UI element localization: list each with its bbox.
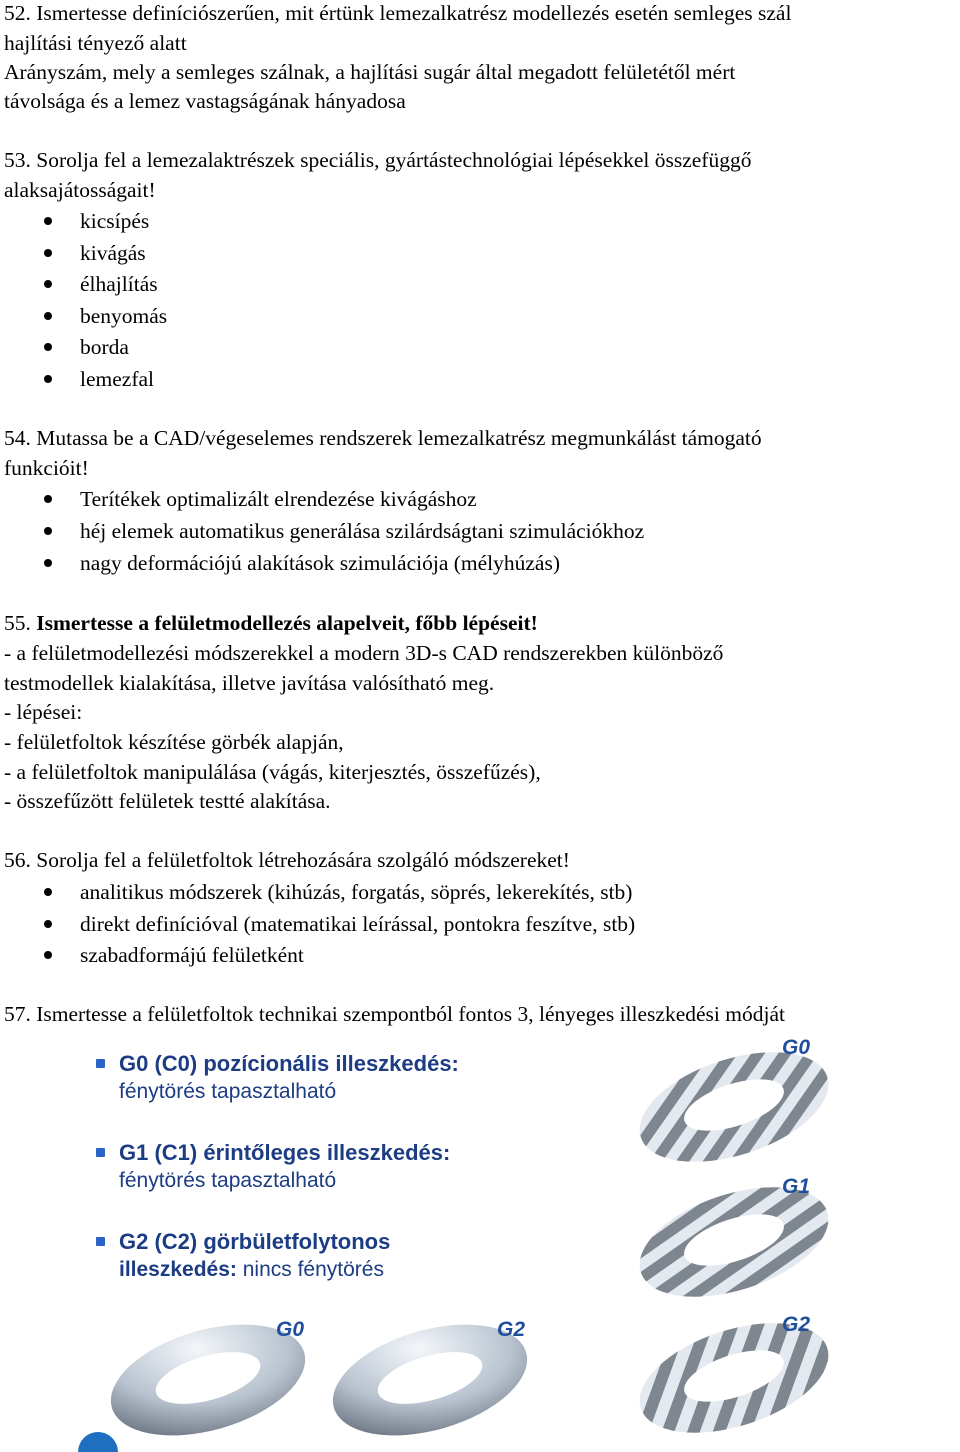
q56-item: direkt definícióval (matematikai leírással, pontokra feszítve, stb) [80, 912, 636, 936]
g2-subtitle [119, 1256, 384, 1284]
q54-item: nagy deformációjú alakítások szimulációja (mélyhúzás) [80, 551, 560, 575]
q53-line-2: alaksajátosságait! [4, 178, 156, 202]
g1-subtitle: fénytörés tapasztalható [119, 1169, 337, 1192]
q55-line: - összefűzött felületek testté alakítása. [4, 789, 331, 813]
striped-torus-g1 [630, 1172, 845, 1302]
q54-line-2: funkcióit! [4, 456, 89, 480]
q55-line: - felületfoltok készítése görbék alapján, [4, 730, 344, 754]
label-right-top: G0 [782, 1036, 811, 1059]
bullet-icon [44, 280, 52, 288]
bullet-icon [44, 951, 52, 959]
q53-item: lemezfal [80, 367, 155, 391]
q52-line-1: 52. Ismertesse definíciószerűen, mit értünk lemezalkatrész modellezés esetén semleges szál [4, 1, 792, 25]
q57-line-1: 57. Ismertesse a felületfoltok technikai szempontból fontos 3, lényeges illeszkedési módját [4, 1002, 785, 1026]
bullet-icon [44, 343, 52, 351]
q53-item: élhajlítás [80, 272, 158, 296]
q52-line-4: távolsága és a lemez vastagságának hányadosa [4, 89, 406, 113]
q55-title: Ismertesse a felületmodellezés alapelveit, főbb lépéseit! [36, 611, 538, 635]
bullet-icon [44, 559, 52, 567]
q53-line-1: 53. Sorolja fel a lemezalaktrészek speciális, gyártástechnológiai lépésekkel összefüggő [4, 148, 752, 172]
bullet-icon [44, 495, 52, 503]
g2-title: G2 (C2) görbületfolytonos [119, 1229, 391, 1254]
bullet-icon [44, 249, 52, 257]
q55-line: testmodellek kialakítása, illetve javítása valósítható meg. [4, 671, 495, 695]
q54-line-1: 54. Mutassa be a CAD/végeselemes rendszerek lemezalkatrész megmunkálást támogató [4, 426, 762, 450]
bullet-icon [44, 888, 52, 896]
q55-line: - a felületmodellezési módszerekkel a modern 3D-s CAD rendszerekben különböző [4, 641, 724, 665]
bullet-icon [44, 217, 52, 225]
q54-item: héj elemek automatikus generálása szilárdságtani szimulációkhoz [80, 519, 645, 543]
q56-item: szabadformájú felületként [80, 943, 304, 967]
label-right-mid: G1 [782, 1175, 811, 1198]
g2-subtitle-bold: illeszkedés: [119, 1258, 237, 1281]
bullet-icon [44, 375, 52, 383]
bullet-icon [44, 312, 52, 320]
bullet-icon [44, 527, 52, 535]
q55-line: - a felületfoltok manipulálása (vágás, kiterjesztés, összefűzés), [4, 760, 541, 784]
q53-item: borda [80, 335, 129, 359]
g1-title: G1 (C1) érintőleges illeszkedés: [119, 1140, 451, 1165]
label-right-bot: G2 [782, 1313, 811, 1336]
q52-line-2: hajlítási tényező alatt [4, 31, 187, 55]
q55-number: 55. [4, 611, 31, 635]
q54-item: Terítékek optimalizált elrendezése kivágáshoz [80, 487, 477, 511]
figure-bullet-icon [96, 1237, 105, 1246]
figure-bullet-icon [96, 1059, 105, 1068]
label-bottom-mid: G2 [497, 1318, 526, 1341]
q55-heading [4, 608, 538, 638]
figure-bullet-icon [96, 1148, 105, 1157]
striped-torus-g0 [630, 1035, 845, 1165]
q53-item: kicsípés [80, 209, 150, 233]
q56-line-1: 56. Sorolja fel a felületfoltok létrehozására szolgáló módszereket! [4, 848, 570, 872]
g0-subtitle: fénytörés tapasztalható [119, 1080, 337, 1103]
q53-item: benyomás [80, 304, 168, 328]
q53-item: kivágás [80, 241, 146, 265]
label-bottom-left: G0 [276, 1318, 305, 1341]
g2-subtitle-rest: nincs fénytörés [236, 1258, 384, 1281]
q52-line-3: Arányszám, mely a semleges szálnak, a hajlítási sugár által megadott felületétől mért [4, 60, 736, 84]
q55-line: - lépései: [4, 700, 83, 724]
striped-torus-g2 [630, 1308, 845, 1438]
g0-title: G0 (C0) pozícionális illeszkedés: [119, 1051, 459, 1076]
q56-item: analitikus módszerek (kihúzás, forgatás, söprés, lekerekítés, stb) [80, 880, 633, 904]
bullet-icon [44, 920, 52, 928]
